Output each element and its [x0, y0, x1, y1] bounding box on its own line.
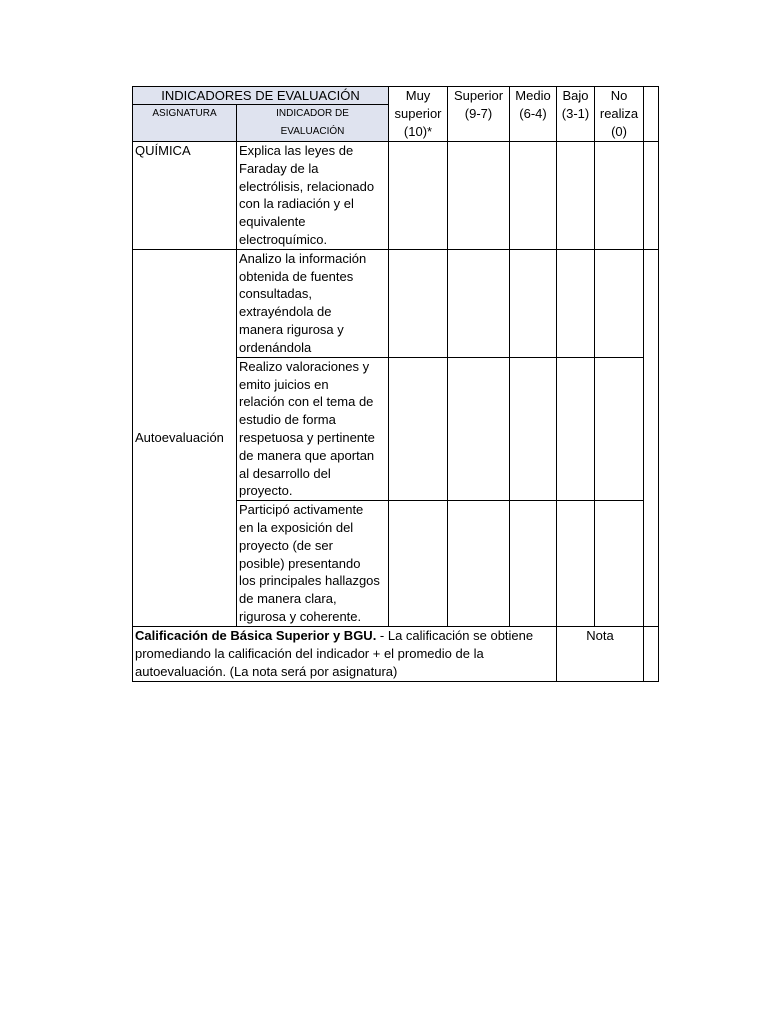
indicator-line: de manera que aportan: [239, 447, 375, 463]
score-cell[interactable]: [557, 501, 595, 627]
indicator-line: ordenándola: [239, 339, 312, 355]
rubric-table: [132, 86, 659, 682]
score-cell[interactable]: [557, 249, 595, 357]
indicator-line: estudio de forma: [239, 412, 336, 428]
evaluation-rubric: [132, 86, 658, 682]
indicator-line: rigurosa y coherente.: [239, 608, 362, 624]
indicator-line: respetuosa y pertinente: [239, 429, 375, 445]
score-cell[interactable]: [448, 357, 510, 500]
spacer-cell: [644, 249, 659, 626]
grading-note-line3: autoevaluación. (La nota será por asignatura): [135, 664, 398, 680]
grading-note-line2: promediando la calificación del indicador + el promedio de la: [135, 646, 484, 662]
score-cell[interactable]: [389, 142, 448, 250]
col-no-realiza: [595, 87, 644, 142]
header-indicador-line1: INDICADOR DE: [276, 108, 349, 119]
indicator-line: con la radiación y el: [239, 196, 354, 212]
indicator-line: proyecto (de ser: [239, 537, 333, 553]
score-cell[interactable]: [557, 142, 595, 250]
col-bajo: [557, 87, 595, 142]
col-superior-line2: (9-7): [464, 106, 493, 121]
col-no-realiza-line2: realiza: [599, 106, 639, 121]
indicator-line: Realizo valoraciones y: [239, 358, 370, 374]
grading-note-line1: - La calificación se obtiene: [376, 628, 534, 644]
indicator-line: los principales hallazgos: [239, 573, 380, 589]
header-indicador: [237, 105, 389, 142]
score-cell[interactable]: [595, 501, 644, 627]
indicator-line: Analizo la información: [239, 250, 367, 266]
nota-label: Nota: [557, 627, 644, 682]
col-muy-superior: [389, 87, 448, 142]
col-medio-line1: Medio: [515, 88, 551, 103]
header-spacer-cell: [644, 87, 659, 142]
score-cell[interactable]: [389, 249, 448, 357]
indicator-line: Explica las leyes de: [239, 143, 354, 158]
indicator-autoeval-3: [237, 501, 389, 627]
col-medio: [510, 87, 557, 142]
subject-quimica: QUÍMICA: [133, 142, 237, 250]
grading-note-bold: Calificación de Básica Superior y BGU.: [135, 628, 377, 644]
indicator-line: equivalente: [239, 214, 306, 230]
indicator-line: Faraday de la: [239, 160, 319, 176]
score-cell[interactable]: [595, 142, 644, 250]
header-title: INDICADORES DE EVALUACIÓN: [133, 87, 389, 105]
indicator-line: de manera clara,: [239, 591, 337, 607]
score-cell[interactable]: [510, 501, 557, 627]
score-cell[interactable]: [389, 357, 448, 500]
spacer-cell: [644, 142, 659, 250]
score-cell[interactable]: [510, 357, 557, 500]
col-no-realiza-line1: No: [610, 88, 628, 103]
score-cell[interactable]: [510, 142, 557, 250]
indicator-line: emito juicios en: [239, 376, 329, 392]
indicator-line: electrólisis, relacionado: [239, 178, 375, 194]
score-cell[interactable]: [557, 357, 595, 500]
indicator-line: posible) presentando: [239, 555, 361, 571]
score-cell[interactable]: [595, 249, 644, 357]
indicator-line: en la exposición del: [239, 519, 354, 535]
indicator-line: electroquímico.: [239, 231, 328, 247]
score-cell[interactable]: [448, 501, 510, 627]
header-indicador-line2: EVALUACIÓN: [280, 126, 345, 137]
indicator-line: relación con el tema de: [239, 394, 374, 410]
col-superior-line1: Superior: [453, 88, 504, 103]
indicator-line: Participó activamente: [239, 502, 364, 518]
score-cell[interactable]: [389, 501, 448, 627]
col-muy-superior-line1: Muy: [405, 88, 431, 103]
score-cell[interactable]: [510, 249, 557, 357]
indicator-line: manera rigurosa y: [239, 321, 344, 337]
score-cell[interactable]: [448, 142, 510, 250]
col-bajo-line1: Bajo: [562, 88, 589, 103]
header-asignatura: ASIGNATURA: [133, 105, 237, 142]
grading-note: [133, 627, 557, 682]
col-muy-superior-line3: (10)*: [403, 124, 433, 139]
col-superior: [448, 87, 510, 142]
col-muy-superior-line2: superior: [394, 106, 442, 121]
indicator-line: al desarrollo del: [239, 465, 331, 481]
indicator-line: obtenida de fuentes: [239, 268, 354, 284]
indicator-quimica: [237, 142, 389, 250]
indicator-line: proyecto.: [239, 483, 293, 499]
indicator-line: consultadas,: [239, 286, 312, 302]
indicator-autoeval-2: [237, 357, 389, 500]
score-cell[interactable]: [448, 249, 510, 357]
col-no-realiza-line3: (0): [611, 124, 627, 139]
nota-value-cell[interactable]: [644, 627, 659, 682]
score-cell[interactable]: [595, 357, 644, 500]
indicator-line: extrayéndola de: [239, 304, 332, 320]
col-bajo-line2: (3-1): [561, 106, 590, 121]
indicator-autoeval-1: [237, 249, 389, 357]
col-medio-line2: (6-4): [519, 106, 547, 121]
subject-autoevaluacion: Autoevaluación: [133, 249, 237, 626]
